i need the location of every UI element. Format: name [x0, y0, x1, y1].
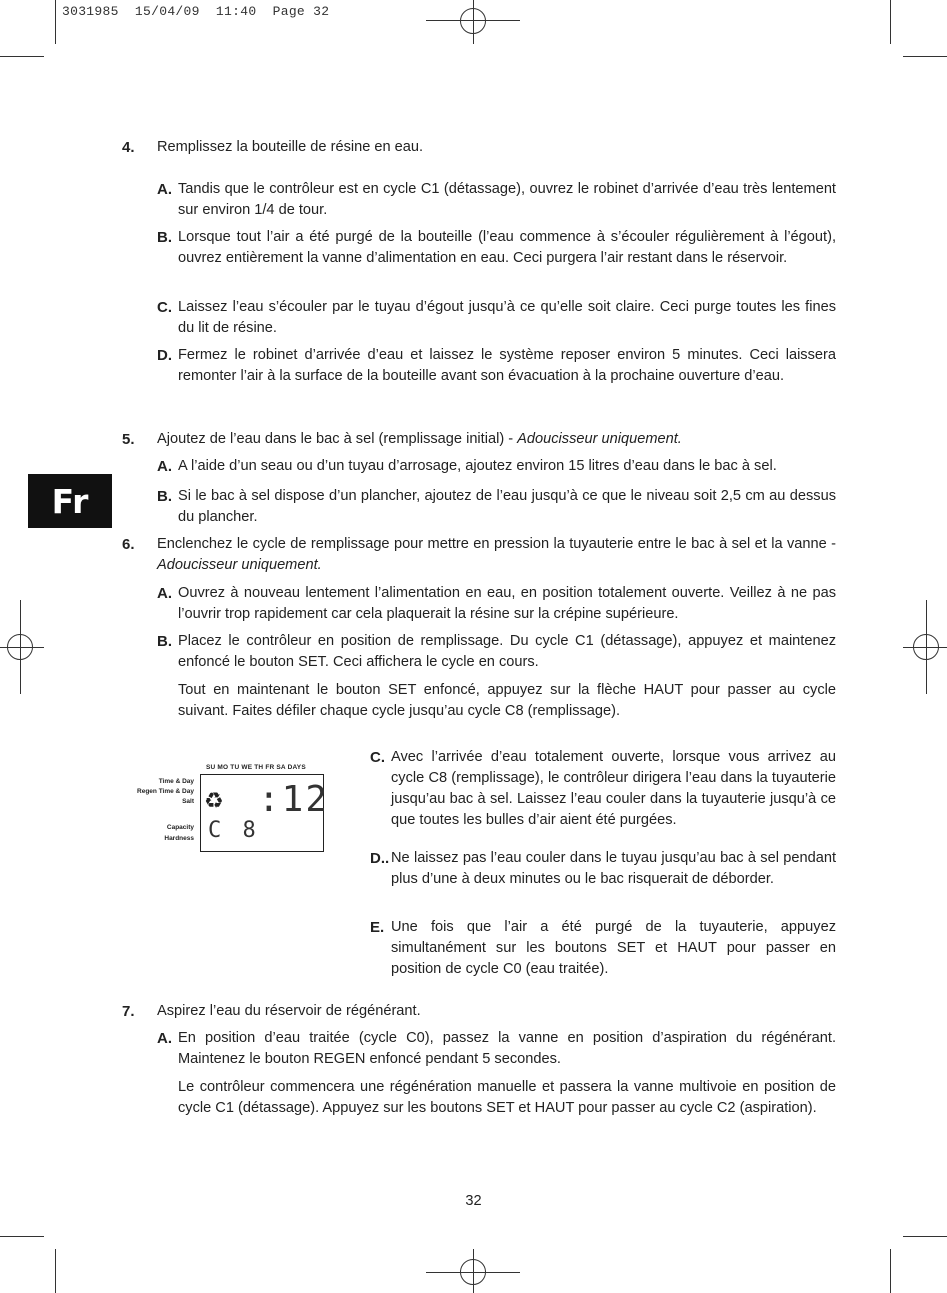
registration-mark: [913, 634, 939, 660]
registration-mark: [460, 1259, 486, 1285]
step-note: Adoucisseur uniquement.: [517, 431, 682, 447]
sub-letter: B.: [157, 633, 172, 650]
sub-text: Placez le contrôleur en position de remplissage. Du cycle C1 (détassage), appuyez et maintenez enfoncé le bouton SET. Ceci affichera le cycle en cours.: [178, 633, 836, 670]
sub-letter: C.: [157, 299, 172, 316]
registration-mark: [7, 634, 33, 660]
sub-text: Si le bac à sel dispose d’un plancher, ajoutez de l’eau jusqu’à ce que le niveau soit 2,5 cm au dessus du plancher.: [178, 488, 836, 525]
lcd-cycle-readout: C 8: [208, 818, 260, 843]
sub-text: Laissez l’eau s’écouler par le tuyau d’égout jusqu’à ce qu’elle soit claire. Ceci purge toutes les fines du lit de résine.: [178, 299, 836, 336]
lcd-label-salt: Salt: [182, 798, 194, 805]
lcd-time-readout: :12: [258, 779, 330, 820]
sub-letter: B.: [157, 229, 172, 246]
step-number: 4.: [122, 139, 135, 156]
crop-mark: [890, 1249, 891, 1293]
sub-text: Ouvrez à nouveau lentement l’alimentation en eau, en position totalement ouverte. Veillez à ne pas l’ouvrir trop rapidement car cela plaquerait la résine sur la crépine supérieure.: [178, 585, 836, 622]
sub-letter: E.: [370, 919, 385, 936]
crop-mark: [0, 1236, 44, 1237]
step-number: 7.: [122, 1003, 135, 1020]
step-text-main: Ajoutez de l’eau dans le bac à sel (remplissage initial) -: [157, 431, 518, 447]
crop-mark: [55, 0, 56, 44]
registration-mark: [460, 8, 486, 34]
lcd-label-time: Time & Day: [158, 778, 194, 785]
step-note: Adoucisseur uniquement.: [157, 557, 322, 573]
lcd-label-hardness: Hardness: [164, 835, 194, 842]
sub-text: En position d’eau traitée (cycle C0), passez la vanne en position d’aspiration du régénérant. Maintenez le bouton REGEN enfoncé pendant 5 secondes.: [178, 1030, 836, 1067]
sub-text: A l’aide d’un seau ou d’un tuyau d’arrosage, ajoutez environ 15 litres d’eau dans le bac à sel.: [178, 458, 777, 474]
crop-mark: [55, 1249, 56, 1293]
step-7-a-paragraph: Le contrôleur commencera une régénération manuelle et passera la vanne multivoie en position de cycle C1 (détassage). Appuyez sur les boutons SET et HAUT pour passer au cycle C2 (aspiration).: [178, 1079, 836, 1116]
step-number: 5.: [122, 431, 135, 448]
step-text: [157, 534, 836, 576]
sub-letter: A.: [157, 585, 172, 602]
lcd-days-row: SU MO TU WE TH FR SA DAYS: [206, 764, 306, 771]
controller-display-illustration: [138, 764, 328, 854]
sub-letter: D.: [157, 347, 172, 364]
step-6-b-paragraph: Tout en maintenant le bouton SET enfoncé, appuyez sur la flèche HAUT pour passer au cycle suivant. Faites défiler chaque cycle jusqu’au cycle C8 (remplissage).: [178, 682, 836, 719]
crop-mark: [0, 56, 44, 57]
step-text: Remplissez la bouteille de résine en eau.: [157, 139, 424, 155]
sub-letter: A.: [157, 1030, 172, 1047]
sub-letter: A.: [157, 458, 172, 475]
step-number: 6.: [122, 536, 135, 553]
step-text-main: Enclenchez le cycle de remplissage pour mettre en pression la tuyauterie entre le bac à sel et la vanne -: [157, 536, 836, 552]
crop-mark: [903, 1236, 947, 1237]
step-text: [157, 429, 836, 450]
sub-text: Ne laissez pas l’eau couler dans le tuyau jusqu’au bac à sel pendant plus d’une à deux minutes ou le bac risquerait de déborder.: [391, 850, 836, 887]
sub-letter: C.: [370, 749, 385, 766]
crop-mark: [890, 0, 891, 44]
page-number: 32: [465, 1193, 482, 1209]
lcd-label-regen: Regen Time & Day: [137, 788, 194, 795]
sub-text: Lorsque tout l’air a été purgé de la bouteille (l’eau commence à s’écouler régulièrement à l’égout), ouvrez entièrement la vanne d’alimentation en eau. Ceci purgera l’air restant dans le réservoir.: [178, 229, 836, 266]
crop-mark: [903, 56, 947, 57]
recycle-icon: ♻: [204, 788, 224, 813]
sub-text: Une fois que l’air a été purgé de la tuyauterie, appuyez simultanément sur les boutons SET et HAUT pour passer en position de cycle C0 (eau traitée).: [391, 919, 836, 977]
lcd-label-capacity: Capacity: [166, 824, 194, 831]
sub-text: Avec l’arrivée d’eau totalement ouverte, lorsque vous arrivez au cycle C8 (remplissage), le contrôleur dirigera l’eau dans la tuyauterie jusqu’au bac à sel. Laissez l’eau couler dans la tuyauterie jusqu’à ce que toutes les bulles d’air aient été purgées.: [391, 749, 836, 828]
sub-letter: D..: [370, 850, 390, 867]
language-tab: Fr: [28, 474, 112, 528]
print-header: 3031985 15/04/09 11:40 Page 32: [62, 4, 330, 19]
sub-text: Fermez le robinet d’arrivée d’eau et laissez le système reposer environ 5 minutes. Ceci laissera remonter l’air à la surface de la bouteille avant son évacuation à la prochaine ouverture d’eau.: [178, 347, 836, 384]
step-text: Aspirez l’eau du réservoir de régénérant.: [157, 1003, 421, 1019]
sub-letter: B.: [157, 488, 172, 505]
sub-letter: A.: [157, 181, 172, 198]
sub-text: Tandis que le contrôleur est en cycle C1 (détassage), ouvrez le robinet d’arrivée d’eau très lentement sur environ 1/4 de tour.: [178, 181, 836, 218]
